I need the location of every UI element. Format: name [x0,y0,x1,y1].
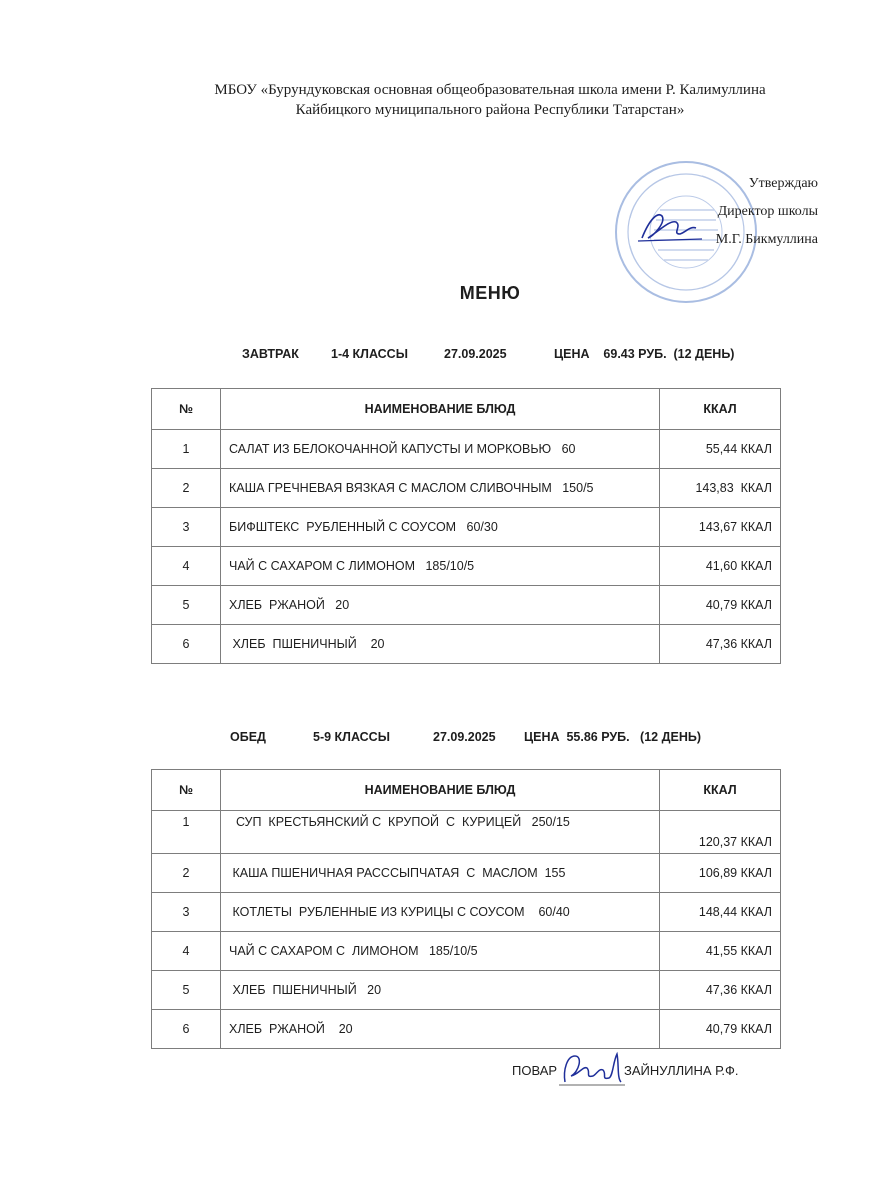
col-header-name: НАИМЕНОВАНИЕ БЛЮД [221,389,660,430]
row-num: 6 [152,625,221,664]
row-kcal: 47,36 ККАЛ [660,971,781,1010]
lunch-menu-table [151,769,781,1049]
breakfast-info-line [0,347,873,365]
cook-label: ПОВАР [512,1063,558,1078]
table-row [152,586,781,625]
table-row [152,430,781,469]
col-header-kcal: ККАЛ [660,770,781,811]
approve-label: Утверждаю [748,176,818,191]
col-header-name: НАИМЕНОВАНИЕ БЛЮД [221,770,660,811]
menu-title: МЕНЮ [459,283,521,303]
approval-block [558,170,818,254]
col-header-kcal: ККАЛ [660,389,781,430]
row-dish: СУП КРЕСТЬЯНСКИЙ С КРУПОЙ С КУРИЦЕЙ 250/15 [221,811,660,854]
table-row [152,1010,781,1049]
row-kcal: 143,67 ККАЛ [660,508,781,547]
lunch-date: 27.09.2025 [433,730,496,744]
breakfast-menu-table [151,388,781,664]
row-kcal: 55,44 ККАЛ [660,430,781,469]
lunch-grades: 5-9 КЛАССЫ [313,730,390,744]
school-name-line-1: МБОУ «Бурундуковская основная общеобразовательная школа имени Р. Калимуллина [214,82,766,98]
breakfast-price: ЦЕНА 69.43 РУБ. (12 ДЕНЬ) [554,347,735,361]
table-row [152,547,781,586]
row-dish: ЧАЙ С САХАРОМ С ЛИМОНОМ 185/10/5 [221,547,660,586]
row-kcal: 47,36 ККАЛ [660,625,781,664]
breakfast-grades: 1-4 КЛАССЫ [331,347,408,361]
breakfast-meal: ЗАВТРАК [242,347,299,361]
row-dish: ХЛЕБ ПШЕНИЧНЫЙ 20 [221,625,660,664]
cook-name: ЗАЙНУЛЛИНА Р.Ф. [624,1063,739,1078]
lunch-meal: ОБЕД [230,730,266,744]
row-kcal: 106,89 ККАЛ [660,854,781,893]
row-dish: БИФШТЕКС РУБЛЕННЫЙ С СОУСОМ 60/30 [221,508,660,547]
row-num: 3 [152,508,221,547]
table-row [152,932,781,971]
row-dish: КОТЛЕТЫ РУБЛЕННЫЕ ИЗ КУРИЦЫ С СОУСОМ 60/40 [221,893,660,932]
school-name-line-2: Кайбицкого муниципального района Республики Татарстан» [295,102,685,118]
row-kcal: 143,83 ККАЛ [660,469,781,508]
row-num: 5 [152,971,221,1010]
row-num: 2 [152,469,221,508]
row-num: 3 [152,893,221,932]
school-header [150,80,830,120]
row-num: 5 [152,586,221,625]
row-dish: КАША ПШЕНИЧНАЯ РАСССЫПЧАТАЯ С МАСЛОМ 155 [221,854,660,893]
row-num: 1 [152,811,221,854]
col-header-num: № [152,770,221,811]
table-row [152,971,781,1010]
row-kcal: 40,79 ККАЛ [660,586,781,625]
row-num: 2 [152,854,221,893]
row-dish: ЧАЙ С САХАРОМ С ЛИМОНОМ 185/10/5 [221,932,660,971]
row-dish: ХЛЕБ РЖАНОЙ 20 [221,1010,660,1049]
table-row [152,893,781,932]
row-dish: ХЛЕБ ПШЕНИЧНЫЙ 20 [221,971,660,1010]
row-kcal: 120,37 ККАЛ [660,811,781,854]
director-position: Директор школы [717,204,818,219]
cook-signature [557,1048,627,1088]
row-kcal: 148,44 ККАЛ [660,893,781,932]
table-row [152,469,781,508]
row-num: 4 [152,932,221,971]
breakfast-date: 27.09.2025 [444,347,507,361]
row-kcal: 41,55 ККАЛ [660,932,781,971]
row-num: 1 [152,430,221,469]
table-row [152,811,781,854]
row-dish: САЛАТ ИЗ БЕЛОКОЧАННОЙ КАПУСТЫ И МОРКОВЬЮ 60 [221,430,660,469]
row-kcal: 41,60 ККАЛ [660,547,781,586]
table-header-row [152,389,781,430]
table-header-row [152,770,781,811]
col-header-num: № [152,389,221,430]
row-dish: ХЛЕБ РЖАНОЙ 20 [221,586,660,625]
row-kcal: 40,79 ККАЛ [660,1010,781,1049]
row-num: 4 [152,547,221,586]
row-dish: КАША ГРЕЧНЕВАЯ ВЯЗКАЯ С МАСЛОМ СЛИВОЧНЫМ 150/5 [221,469,660,508]
lunch-info-line [0,730,873,748]
table-row [152,854,781,893]
table-row [152,508,781,547]
row-num: 6 [152,1010,221,1049]
lunch-price: ЦЕНА 55.86 РУБ. (12 ДЕНЬ) [524,730,702,744]
director-name: М.Г. Бикмуллина [715,232,818,247]
table-row [152,625,781,664]
